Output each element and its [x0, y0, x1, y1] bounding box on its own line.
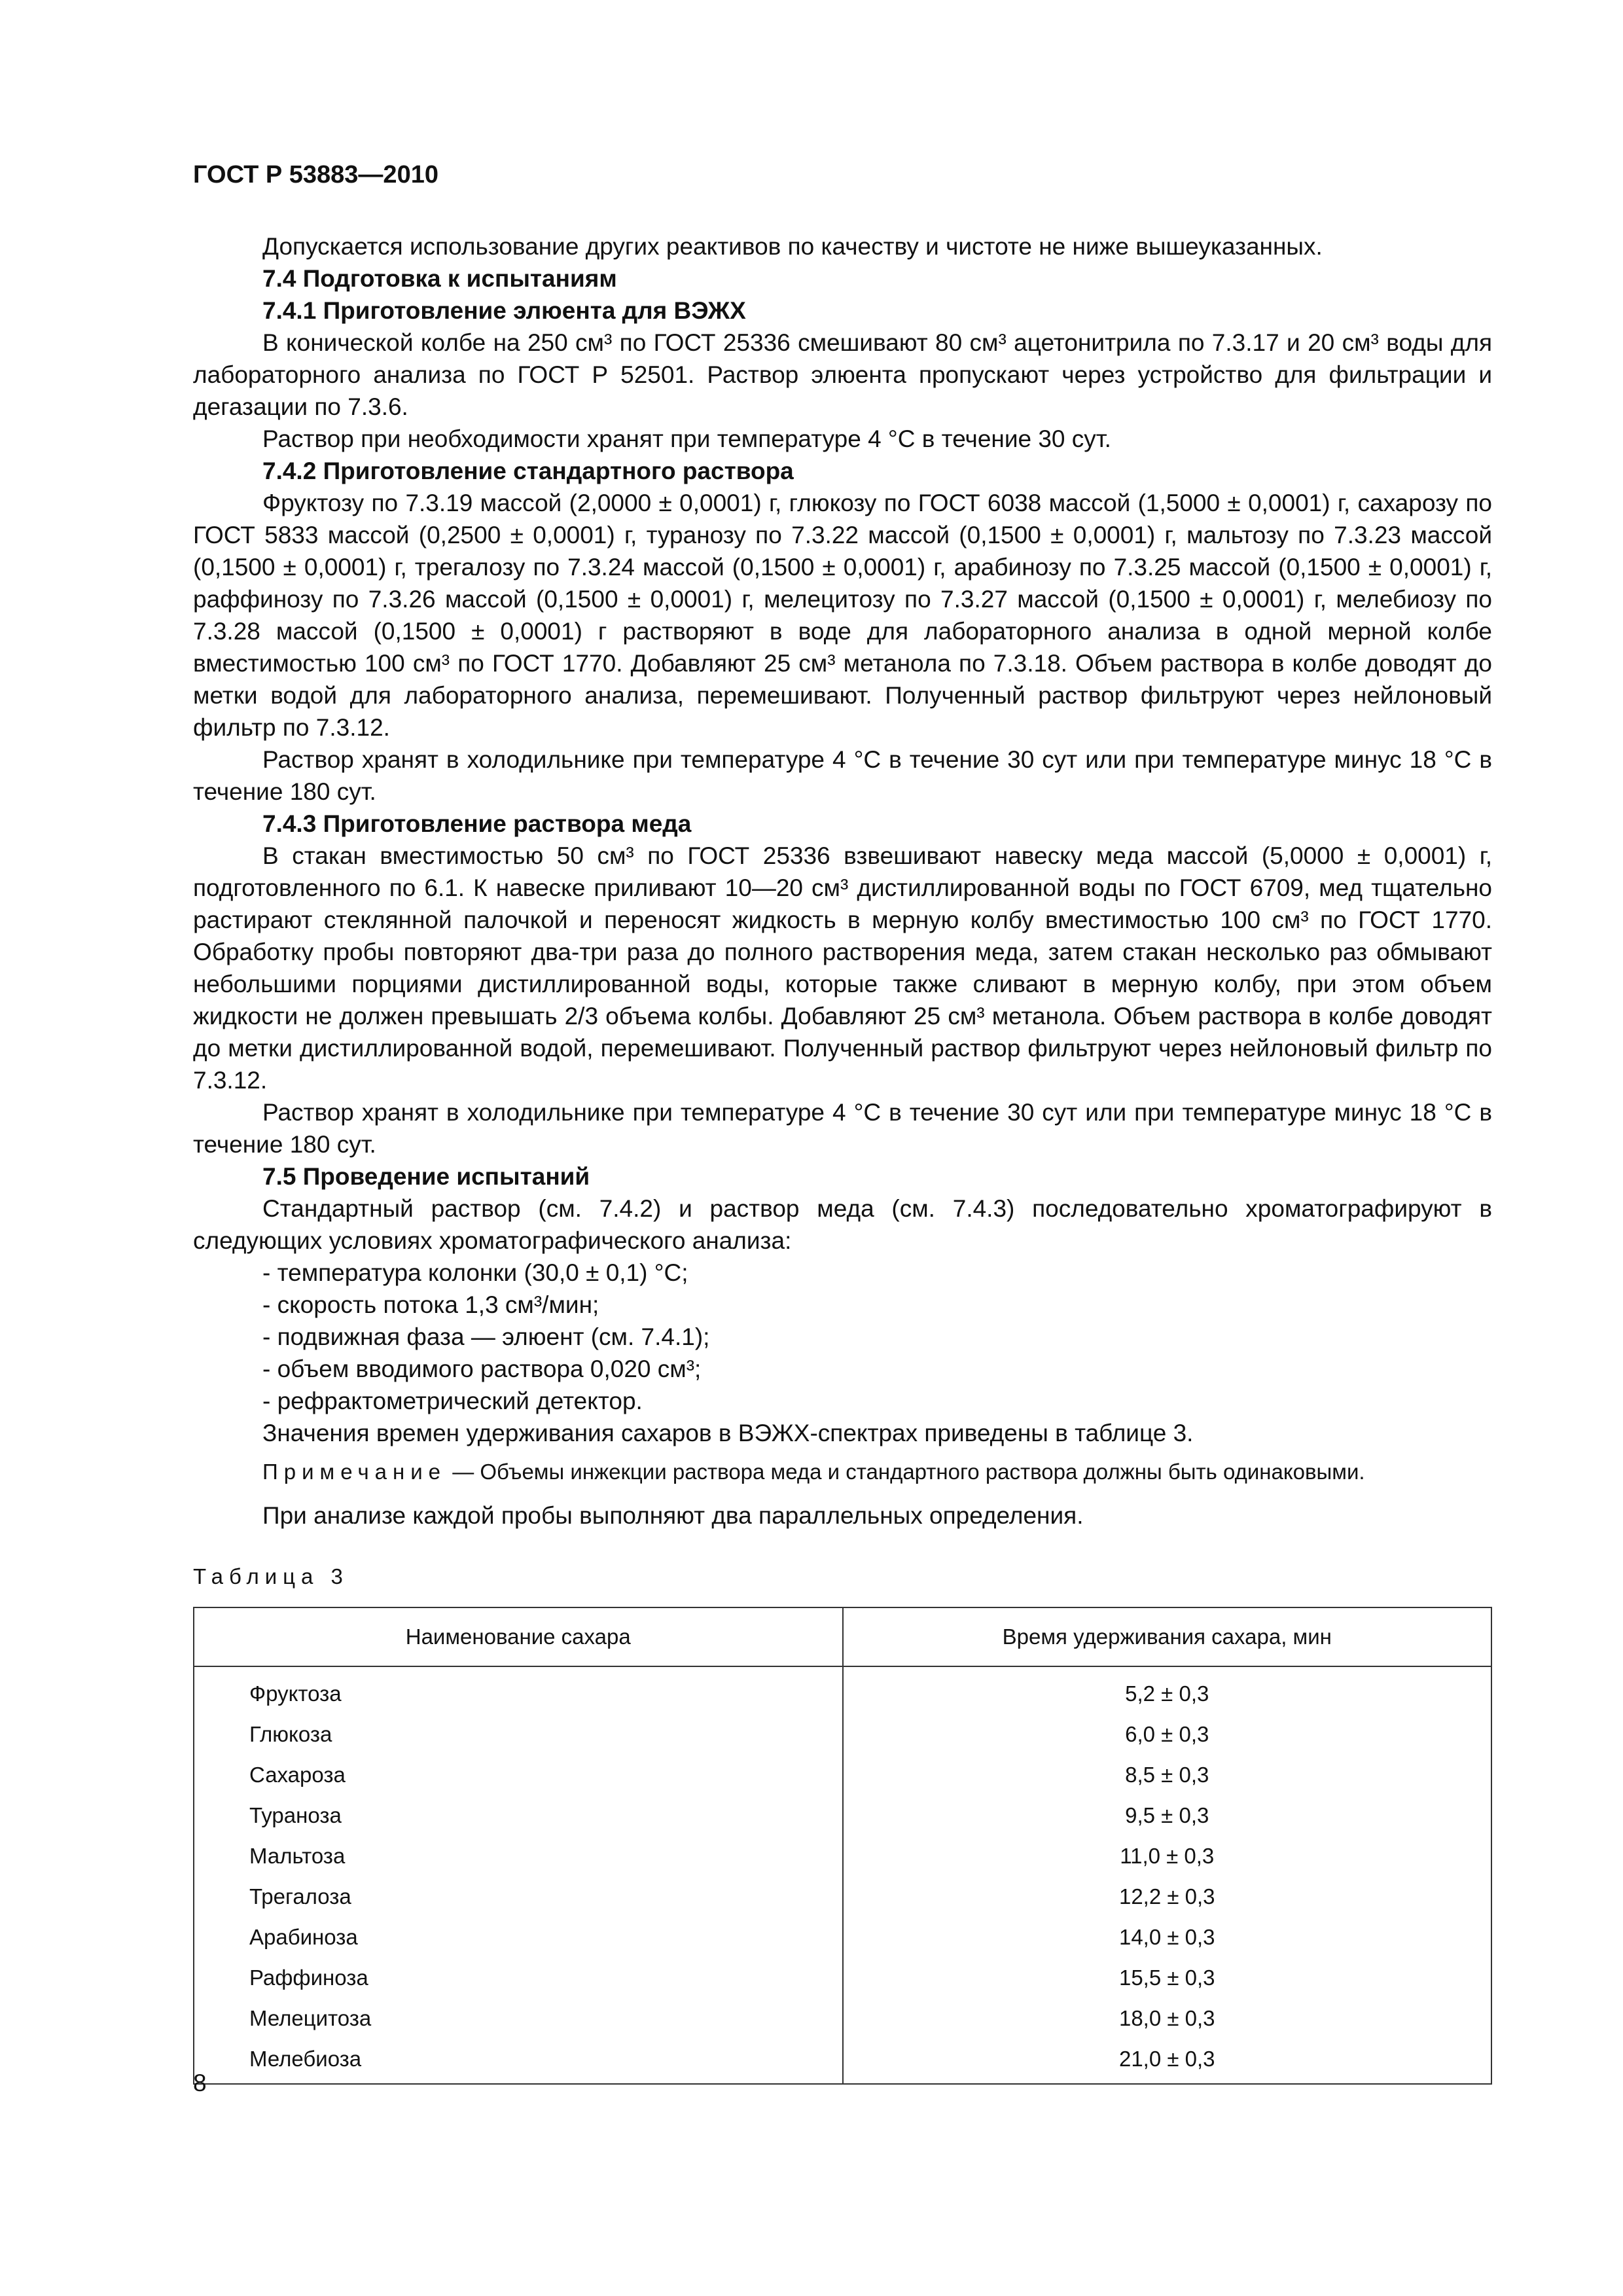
note-label: Примечание [262, 1460, 447, 1484]
section-7-4-3-paragraph-2: Раствор хранят в холодильнике при температуре 4 °С в течение 30 сут или при температуре минус 18 °С в течение 180 сут. [193, 1099, 1492, 1158]
retention-time-cell: 6,0 ± 0,3 [843, 1714, 1492, 1755]
retention-time-cell: 5,2 ± 0,3 [843, 1666, 1492, 1714]
condition-item: - рефрактометрический детектор. [262, 1388, 643, 1414]
section-7-4-title: 7.4 Подготовка к испытаниям [262, 265, 617, 292]
section-7-4-3-title: 7.4.3 Приготовление раствора меда [262, 810, 692, 837]
table-row [194, 1998, 1491, 2039]
sugar-name-cell: Тураноза [194, 1795, 843, 1836]
section-7-4-2-paragraph-2: Раствор хранят в холодильнике при температуре 4 °С в течение 30 сут или при температуре минус 18 °С в течение 180 сут. [193, 746, 1492, 805]
retention-time-cell: 12,2 ± 0,3 [843, 1876, 1492, 1917]
sugar-name-cell: Мелецитоза [194, 1998, 843, 2039]
table-row [194, 1666, 1491, 1714]
sugar-name-cell: Трегалоза [194, 1876, 843, 1917]
condition-item: - объем вводимого раствора 0,020 см³; [262, 1355, 702, 1382]
sugar-name-cell: Сахароза [194, 1755, 843, 1795]
section-7-5-paragraph-3: При анализе каждой пробы выполняют два параллельных определения. [262, 1502, 1084, 1529]
analysis-conditions-list [193, 1257, 1492, 1417]
note-text: — Объемы инжекции раствора меда и стандартного раствора должны быть одинаковыми. [452, 1460, 1365, 1484]
retention-time-cell: 9,5 ± 0,3 [843, 1795, 1492, 1836]
condition-item: - скорость потока 1,3 см³/мин; [262, 1291, 599, 1318]
section-7-4-2-title: 7.4.2 Приготовление стандартного раствора [262, 457, 794, 484]
section-7-4-1-title: 7.4.1 Приготовление элюента для ВЭЖХ [262, 297, 746, 324]
section-7-5-paragraph-1: Стандартный раствор (см. 7.4.2) и раствор меда (см. 7.4.3) последовательно хроматографируют в следующих условиях хроматографического анализа: [193, 1195, 1492, 1254]
sugar-name-cell: Фруктоза [194, 1666, 843, 1714]
section-7-5-title: 7.5 Проведение испытаний [262, 1163, 590, 1190]
intro-paragraph: Допускается использование других реактивов по качеству и чистоте не ниже вышеуказанных. [262, 233, 1323, 260]
sugar-name-cell: Мальтоза [194, 1836, 843, 1876]
table-row [194, 1795, 1491, 1836]
document-body [193, 230, 1492, 2085]
retention-time-cell: 11,0 ± 0,3 [843, 1836, 1492, 1876]
section-7-4-1-paragraph-1: В конической колбе на 250 см³ по ГОСТ 25336 смешивают 80 см³ ацетонитрила по 7.3.17 и 20 см³ воды для лабораторного анализа по ГОСТ Р 52501. Раствор элюента пропускают через устройство для фильтрации и дегазации по 7.3.6. [193, 329, 1492, 420]
table-row [194, 1876, 1491, 1917]
note [193, 1456, 1492, 1488]
retention-time-cell: 21,0 ± 0,3 [843, 2039, 1492, 2084]
sugar-name-cell: Арабиноза [194, 1917, 843, 1958]
table-row [194, 1714, 1491, 1755]
section-7-5-paragraph-2: Значения времен удерживания сахаров в ВЭЖХ-спектрах приведены в таблице 3. [262, 1420, 1194, 1446]
sugar-name-cell: Мелебиоза [194, 2039, 843, 2084]
retention-time-table [193, 1607, 1492, 2085]
column-header-sugar-name: Наименование сахара [194, 1607, 843, 1666]
condition-item: - подвижная фаза — элюент (см. 7.4.1); [262, 1323, 710, 1350]
table-row [194, 1755, 1491, 1795]
retention-time-cell: 14,0 ± 0,3 [843, 1917, 1492, 1958]
section-7-4-2-paragraph-1: Фруктозу по 7.3.19 массой (2,0000 ± 0,0001) г, глюкозу по ГОСТ 6038 массой (1,5000 ± 0,0001) г, сахарозу по ГОСТ 5833 массой (0,2500 ± 0,0001) г, туранозу по 7.3.22 массой (0,1500 ± 0,0001) г, мальтозу по 7.3.23 массой (0,1500 ± 0,0001) г, трегалозу по 7.3.24 массой (0,1500 ± 0,0001) г, арабинозу по 7.3.25 массой (0,1500 ± 0,0001) г, раффинозу по 7.3.26 массой (0,1500 ± 0,0001) г, мелецитозу по 7.3.27 массой (0,1500 ± 0,0001) г, мелебиозу по 7.3.28 массой (0,1500 ± 0,0001) г растворяют в воде для лабораторного анализа в одной мерной колбе вместимостью 100 см³ по ГОСТ 1770. Добавляют 25 см³ метанола по 7.3.18. Объем раствора в колбе доводят до метки водой для лабораторного анализа, перемешивают. Полученный раствор фильтруют через нейлоновый фильтр по 7.3.12. [193, 490, 1492, 741]
column-header-retention-time: Время удерживания сахара, мин [843, 1607, 1492, 1666]
document-header: ГОСТ Р 53883—2010 [193, 161, 438, 188]
page-number: 8 [193, 2070, 207, 2096]
table-caption: Таблица 3 [193, 1564, 349, 1588]
table-row [194, 1836, 1491, 1876]
table-row [194, 2039, 1491, 2084]
retention-time-cell: 8,5 ± 0,3 [843, 1755, 1492, 1795]
sugar-name-cell: Раффиноза [194, 1958, 843, 1998]
retention-time-cell: 15,5 ± 0,3 [843, 1958, 1492, 1998]
condition-item: - температура колонки (30,0 ± 0,1) °С; [262, 1259, 688, 1286]
retention-time-cell: 18,0 ± 0,3 [843, 1998, 1492, 2039]
section-7-4-1-paragraph-2: Раствор при необходимости хранят при температуре 4 °С в течение 30 сут. [262, 425, 1111, 452]
section-7-4-3-paragraph-1: В стакан вместимостью 50 см³ по ГОСТ 25336 взвешивают навеску меда массой (5,0000 ± 0,0001) г, подготовленного по 6.1. К навеске приливают 10—20 см³ дистиллированной воды по ГОСТ 6709, мед тщательно растирают стеклянной палочкой и переносят жидкость в мерную колбу вместимостью 100 см³ по ГОСТ 1770. Обработку пробы повторяют два-три раза до полного растворения меда, затем стакан несколько раз обмывают небольшими порциями дистиллированной воды, которые также сливают в мерную колбу, при этом объем жидкости не должен превышать 2/3 объема колбы. Добавляют 25 см³ метанола. Объем раствора в колбе доводят до метки дистиллированной водой, перемешивают. Полученный раствор фильтруют через нейлоновый фильтр по 7.3.12. [193, 842, 1492, 1094]
table-row [194, 1917, 1491, 1958]
sugar-name-cell: Глюкоза [194, 1714, 843, 1755]
table-row [194, 1958, 1491, 1998]
table-header-row [194, 1607, 1491, 1666]
